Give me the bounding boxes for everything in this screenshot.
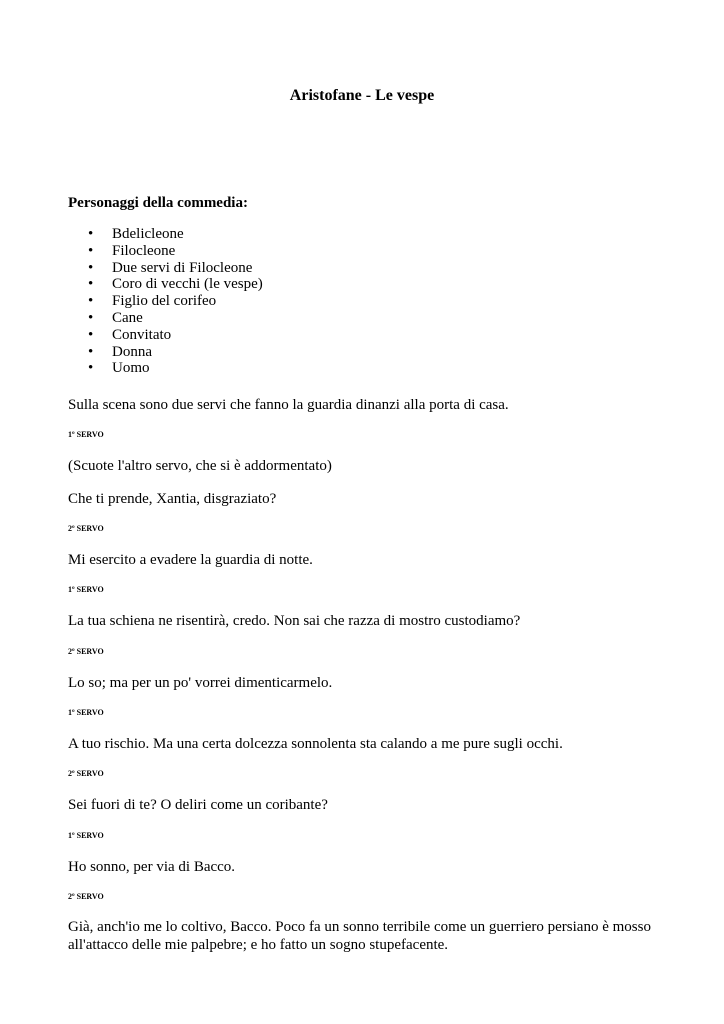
speaker-label: 2º SERVO: [68, 524, 104, 533]
speaker-label: 2º SERVO: [68, 769, 104, 778]
character-name: Due servi di Filocleone: [112, 259, 253, 276]
character-name: Filocleone: [112, 242, 176, 259]
character-name: Convitato: [112, 326, 172, 343]
list-item: [68, 260, 263, 277]
scene-intro: Sulla scena sono due servi che fanno la guardia dinanzi alla porta di casa.: [68, 397, 509, 413]
characters-heading: Personaggi della commedia:: [68, 195, 248, 211]
list-item: [68, 276, 263, 293]
dialogue-line: A tuo rischio. Ma una certa dolcezza sonnolenta sta calando a me pure sugli occhi.: [68, 736, 563, 752]
speaker-label: 1º SERVO: [68, 708, 104, 717]
bullet-icon: •: [88, 326, 94, 343]
dialogue-line: Già, anch'io me lo coltivo, Bacco. Poco fa un sonno terribile come un guerriero persiano è mosso all'attacco delle mie palpebre; e ho fatto un sogno stupefacente.: [68, 919, 651, 953]
document-title: Aristofane - Le vespe: [289, 87, 435, 104]
speaker-label: 2º SERVO: [68, 892, 104, 901]
dialogue-line: Ho sonno, per via di Bacco.: [68, 859, 236, 875]
list-item: [68, 327, 263, 344]
bullet-icon: •: [88, 343, 94, 360]
list-item: [68, 226, 263, 243]
dialogue-line: Lo so; ma per un po' vorrei dimenticarmelo.: [68, 675, 333, 691]
list-item: [68, 243, 263, 260]
speaker-label: 2º SERVO: [68, 647, 104, 656]
bullet-icon: •: [88, 309, 94, 326]
dialogue-line: (Scuote l'altro servo, che si è addormentato): [68, 458, 332, 474]
character-name: Figlio del corifeo: [112, 293, 217, 310]
character-name: Uomo: [112, 360, 150, 377]
dialogue-line: Che ti prende, Xantia, disgraziato?: [68, 491, 277, 507]
dialogue-line: Mi esercito a evadere la guardia di notte.: [68, 552, 313, 568]
dialogue-line: La tua schiena ne risentirà, credo. Non sai che razza di mostro custodiamo?: [68, 613, 521, 629]
speaker-label: 1º SERVO: [68, 585, 104, 594]
character-name: Bdelicleone: [112, 226, 184, 242]
list-item: [68, 360, 263, 377]
bullet-icon: •: [88, 242, 94, 259]
character-name: Cane: [112, 309, 143, 326]
bullet-icon: •: [88, 226, 94, 242]
character-name: Coro di vecchi (le vespe): [112, 276, 263, 293]
characters-list: [68, 226, 263, 377]
character-name: Donna: [112, 343, 152, 360]
bullet-icon: •: [88, 276, 94, 293]
list-item: [68, 344, 263, 361]
speaker-label: 1º SERVO: [68, 831, 104, 840]
list-item: [68, 310, 263, 327]
bullet-icon: •: [88, 360, 94, 377]
bullet-icon: •: [88, 259, 94, 276]
list-item: [68, 293, 263, 310]
bullet-icon: •: [88, 293, 94, 310]
dialogue-line: Sei fuori di te? O deliri come un coribante?: [68, 797, 328, 813]
speaker-label: 1º SERVO: [68, 430, 104, 439]
